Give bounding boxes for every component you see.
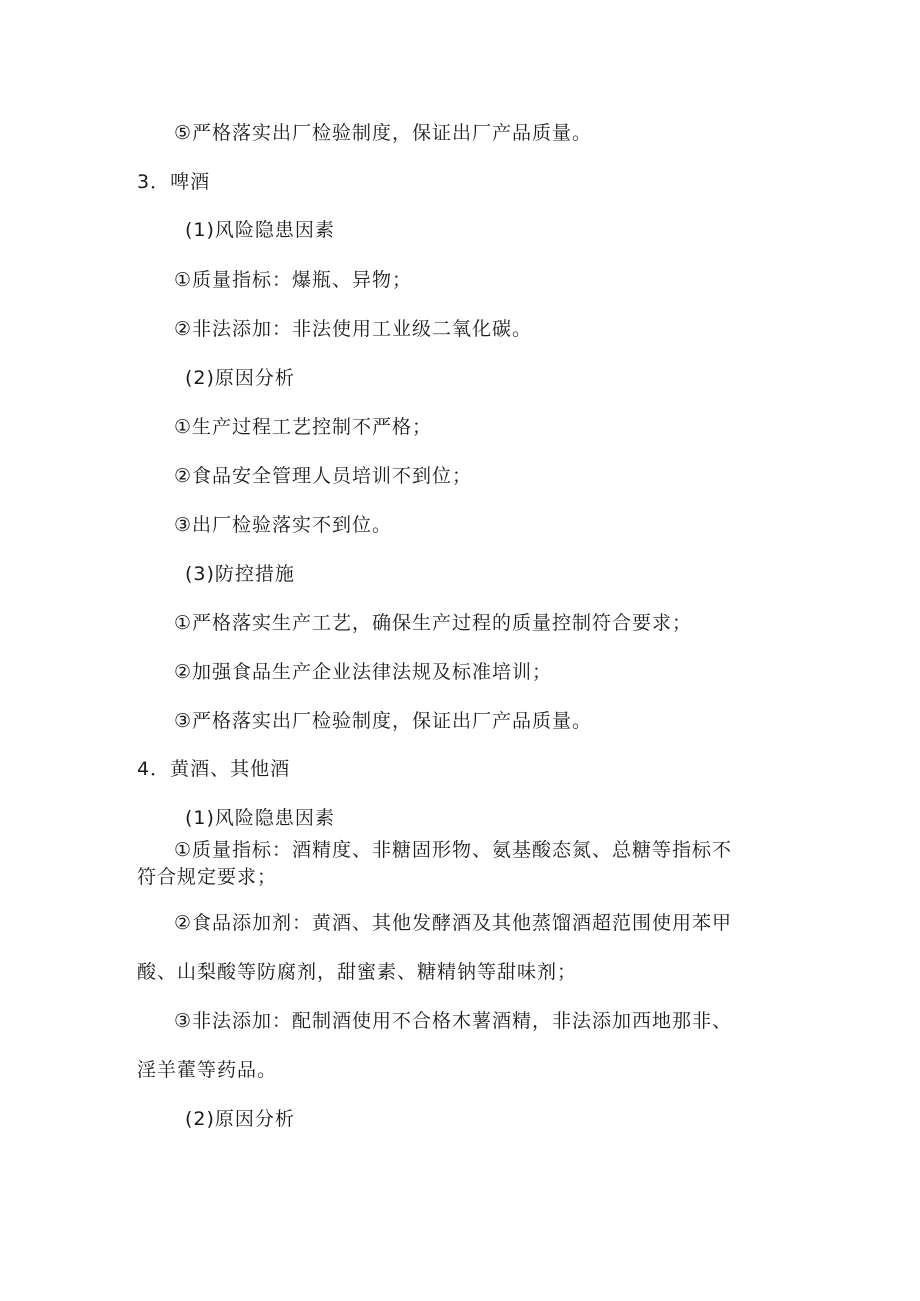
text-line: 淫羊藿等药品。	[137, 1059, 278, 1081]
section-heading: 4．黄酒、其他酒	[137, 758, 291, 780]
subsection-heading: (2)原因分析	[185, 367, 295, 389]
text-line: ②非法添加：非法使用工业级二氧化碳。	[174, 318, 533, 340]
subsection-heading: (2)原因分析	[185, 1108, 295, 1130]
subsection-heading: (1)风险隐患因素	[185, 219, 335, 241]
subsection-heading: (1)风险隐患因素	[185, 807, 335, 829]
text-line: ②食品安全管理人员培训不到位；	[174, 465, 473, 487]
text-line: ①生产过程工艺控制不严格；	[174, 416, 433, 438]
subsection-heading: (3)防控措施	[185, 563, 295, 585]
text-line: ③非法添加：配制酒使用不合格木薯酒精，非法添加西地那非、	[174, 1010, 733, 1032]
text-line: ③出厂检验落实不到位。	[174, 514, 393, 536]
text-line: ①质量指标：爆瓶、异物；	[174, 269, 413, 291]
text-line: ③严格落实出厂检验制度，保证出厂产品质量。	[174, 710, 593, 732]
text-line: ②食品添加剂：黄酒、其他发酵酒及其他蒸馏酒超范围使用苯甲	[174, 912, 733, 934]
section-heading: 3．啤酒	[137, 171, 211, 193]
text-line: ②加强食品生产企业法律法规及标准培训；	[174, 661, 553, 683]
text-line: 符合规定要求；	[137, 866, 278, 888]
text-line: 酸、山梨酸等防腐剂，甜蜜素、糖精钠等甜味剂；	[137, 961, 578, 983]
text-line: ①质量指标：酒精度、非糖固形物、氨基酸态氮、总糖等指标不	[174, 839, 733, 861]
text-line: ⑤严格落实出厂检验制度，保证出厂产品质量。	[174, 122, 593, 144]
text-line: ①严格落实生产工艺，确保生产过程的质量控制符合要求；	[174, 612, 693, 634]
